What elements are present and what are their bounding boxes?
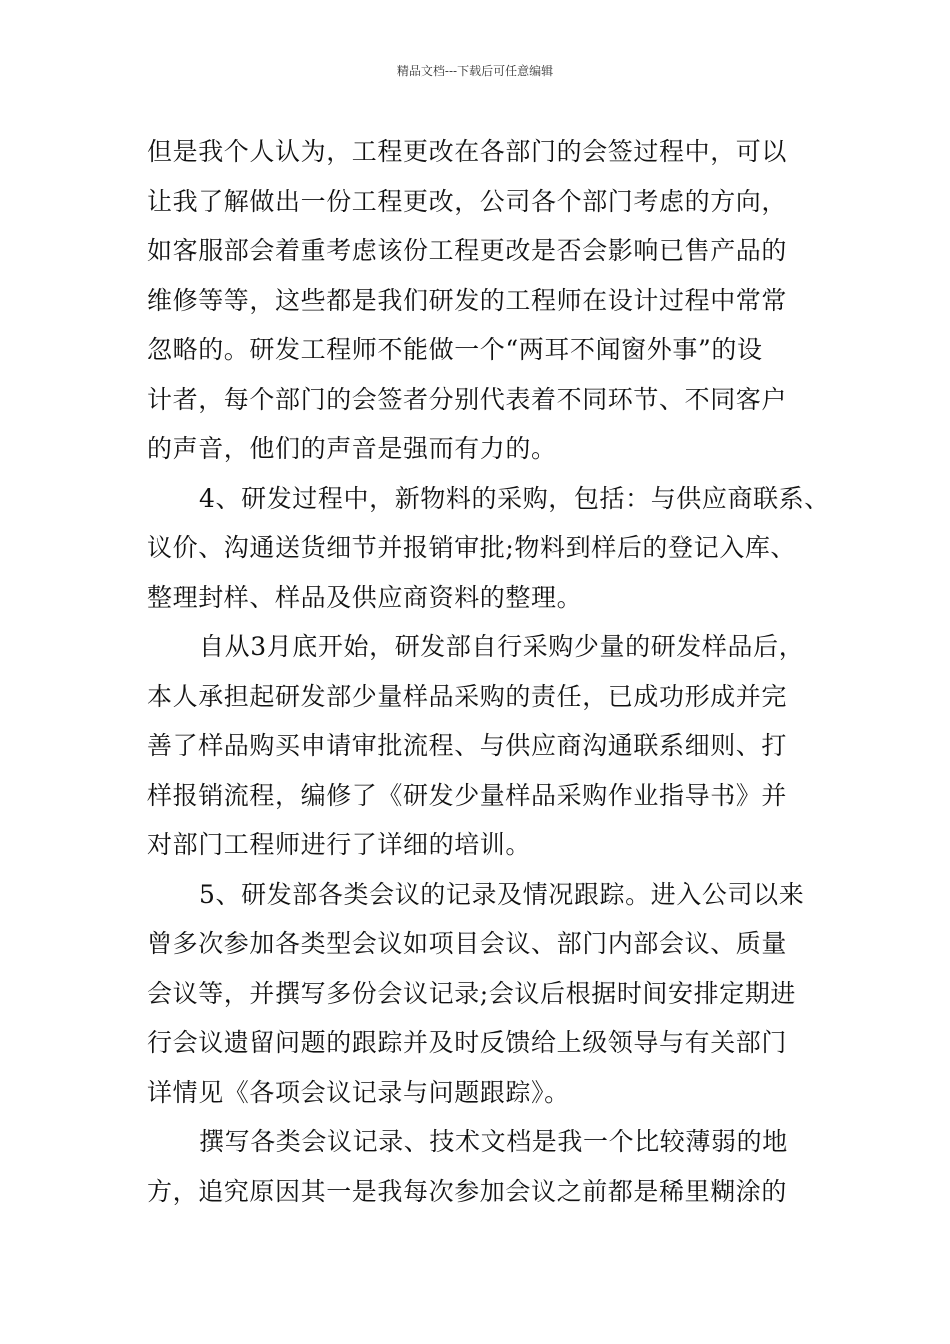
paragraph-start-line: 5、研发部各类会议的记录及情况跟踪。进入公司以来 (199, 879, 805, 909)
text-line: 善了样品购买申请审批流程、与供应商沟通联系细则、打 (147, 731, 788, 760)
text-line: 如客服部会着重考虑该份工程更改是否会影响已售产品的 (147, 236, 788, 265)
text-line: 会议等，并撰写多份会议记录;会议后根据时间安排定期进 (147, 978, 797, 1008)
paragraph-start-line: 撰写各类会议记录、技术文档是我一个比较薄弱的地 (199, 1127, 788, 1156)
text-line: 曾多次参加各类型会议如项目会议、部门内部会议、质量 (147, 929, 788, 958)
paragraph-start-line: 4、研发过程中，新物料的采购，包括：与供应商联系、 (199, 483, 830, 513)
text-line: 的声音，他们的声音是强而有力的。 (147, 434, 557, 463)
text-line: 但是我个人认为，工程更改在各部门的会签过程中，可以 (147, 137, 788, 166)
text-line: 方，追究原因其一是我每次参加会议之前都是稀里糊涂的 (147, 1176, 788, 1206)
text-line: 行会议遗留问题的跟踪并及时反馈给上级领导与有关部门 (147, 1028, 788, 1057)
text-line: 忽略的。研发工程师不能做一个“两耳不闻窗外事”的设 (147, 335, 763, 364)
text-line: 维修等等，这些都是我们研发的工程师在设计过程中常常 (147, 285, 788, 315)
text-line: 样报销流程，编修了《研发少量样品采购作业指导书》并 (147, 780, 788, 810)
paragraph-start-line: 自从3月底开始，研发部自行采购少量的研发样品后， (199, 632, 805, 661)
text-line: 对部门工程师进行了详细的培训。 (147, 830, 532, 859)
text-line: 本人承担起研发部少量样品采购的责任，已成功形成并完 (147, 681, 788, 711)
document-body (147, 127, 837, 1216)
text-line: 详情见《各项会议记录与问题跟踪》。 (147, 1077, 570, 1107)
text-line: 整理封样、样品及供应商资料的整理。 (147, 582, 583, 612)
text-line: 计者，每个部门的会签者分别代表着不同环节、不同客户 (147, 384, 788, 414)
text-line: 让我了解做出一份工程更改，公司各个部门考虑的方向， (147, 186, 788, 216)
text-line: 议价、沟通送货细节并报销审批;物料到样后的登记入库、 (147, 533, 797, 562)
page-header: 精品文档---下载后可任意编辑 (396, 64, 554, 78)
